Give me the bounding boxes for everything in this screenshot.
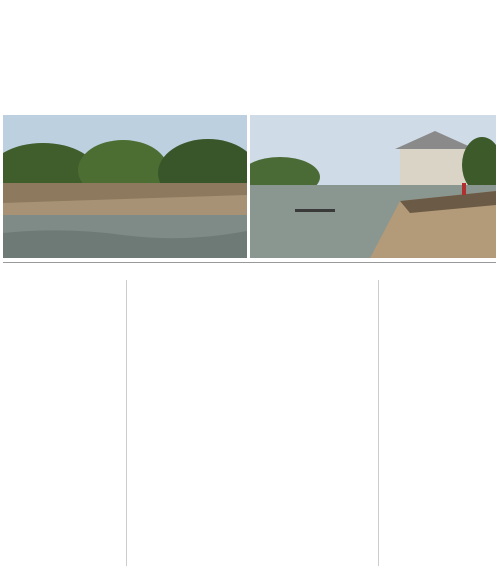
article-body (3, 280, 496, 566)
article-column-4 (378, 280, 499, 566)
byline-divider (3, 262, 496, 277)
photo-riverbank-erosion-left (3, 115, 247, 258)
article-column-2 (126, 280, 249, 566)
article-column-3 (253, 280, 371, 566)
article-column-1 (3, 280, 120, 566)
photo-riverbank-erosion-right (250, 115, 496, 258)
